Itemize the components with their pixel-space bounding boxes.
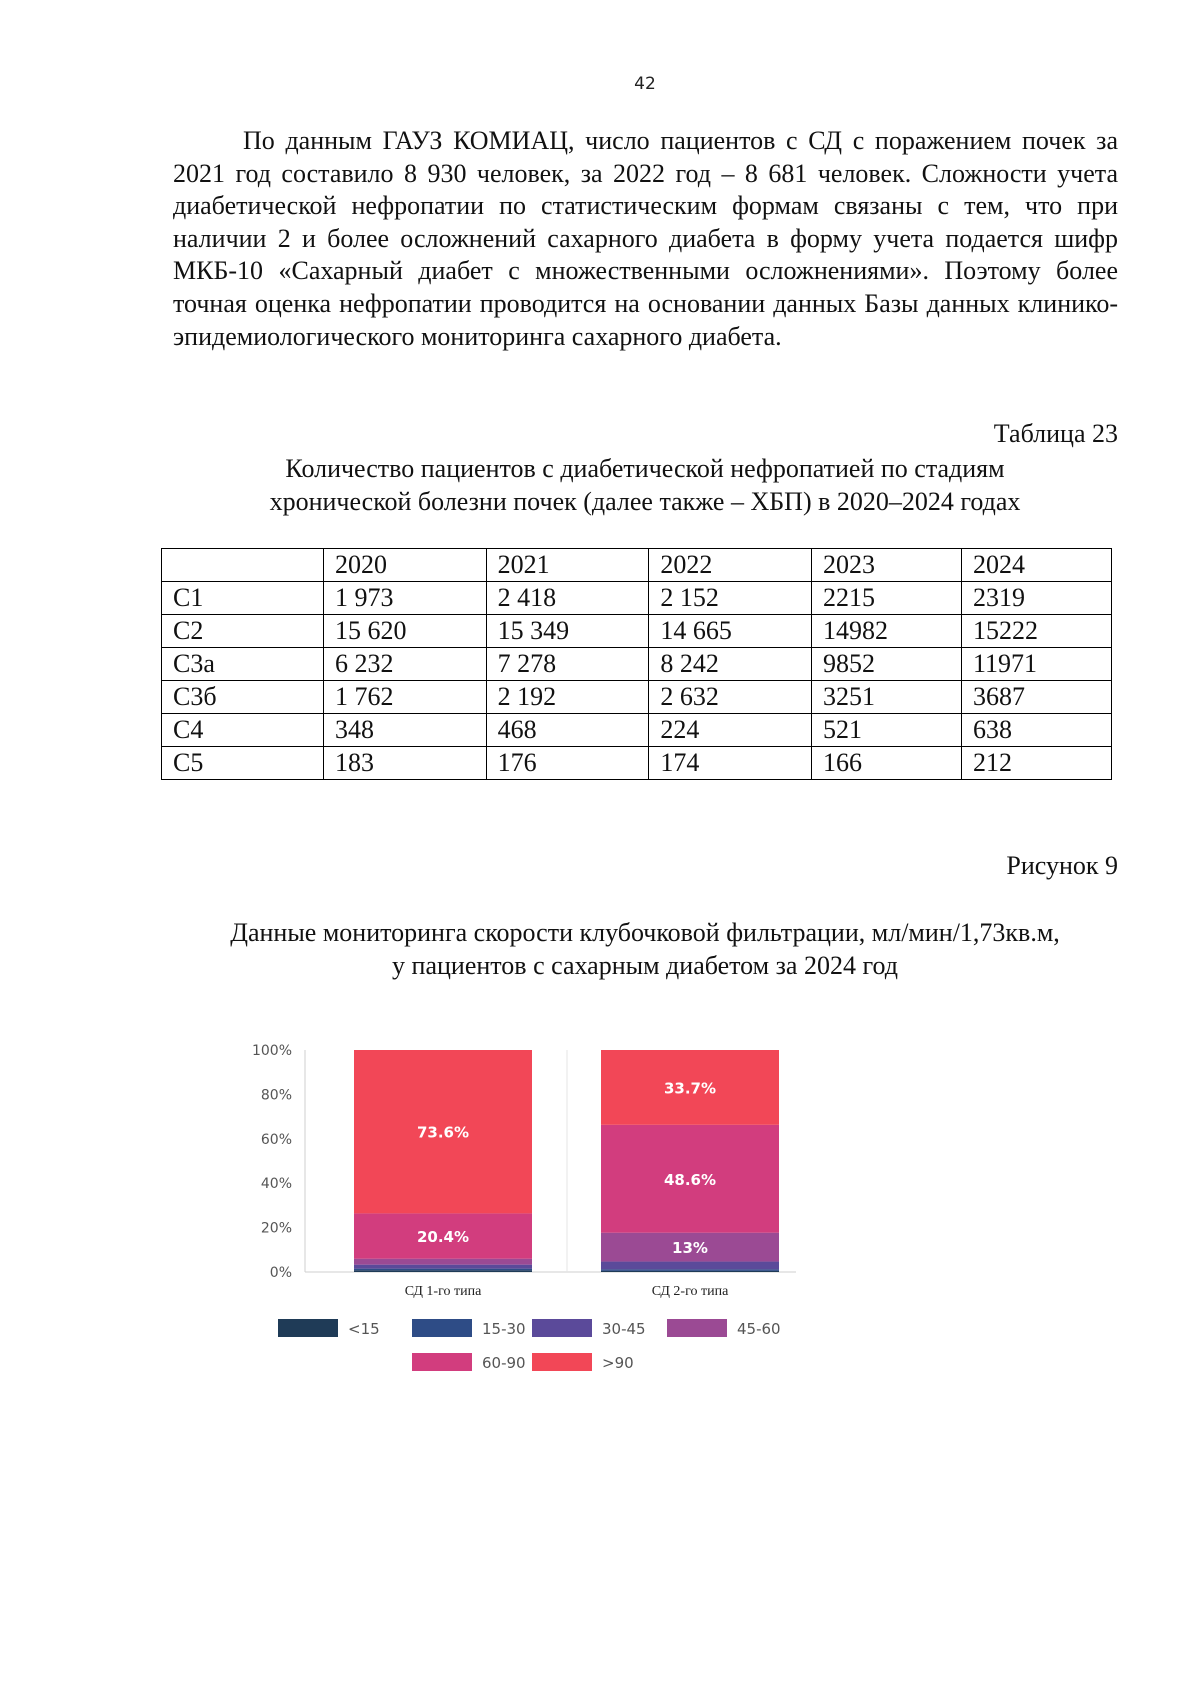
bar-segment	[354, 1269, 532, 1271]
table-cell: 348	[324, 714, 487, 747]
table-cell: 14 665	[649, 615, 812, 648]
table-row	[162, 648, 1112, 681]
table-row	[162, 747, 1112, 780]
table-cell: 2319	[961, 582, 1111, 615]
legend-label: 30-45	[602, 1320, 646, 1338]
table-cell: 11971	[961, 648, 1111, 681]
table-cell: 14982	[811, 615, 961, 648]
table-title-line-1: Количество пациентов с диабетической нефропатией по стадиям	[285, 454, 1005, 483]
bar-segment	[354, 1259, 532, 1265]
y-tick-label: 0%	[269, 1265, 292, 1281]
legend-swatch	[412, 1319, 472, 1337]
table-row	[162, 615, 1112, 648]
legend-swatch	[532, 1319, 592, 1337]
table-caption: Таблица 23	[993, 419, 1118, 448]
table-cell: 174	[649, 747, 812, 780]
bar-segment	[601, 1262, 779, 1270]
table-cell: 176	[486, 747, 649, 780]
legend-swatch	[278, 1319, 338, 1337]
table-cell: 2 152	[649, 582, 812, 615]
table-cell: 224	[649, 714, 812, 747]
table-row-label: С2	[162, 615, 324, 648]
legend-swatch	[412, 1353, 472, 1371]
table-title	[160, 452, 1130, 518]
legend-swatch	[667, 1319, 727, 1337]
table-header-cell	[162, 549, 324, 582]
table-cell: 1 973	[324, 582, 487, 615]
table-cell: 7 278	[486, 648, 649, 681]
table-row-label: С3а	[162, 648, 324, 681]
table-row-label: С5	[162, 747, 324, 780]
bar-segment	[354, 1265, 532, 1269]
table-cell: 2 418	[486, 582, 649, 615]
table-cell: 9852	[811, 648, 961, 681]
y-tick-label: 80%	[260, 1087, 292, 1104]
page-number: 42	[634, 74, 656, 94]
figure-title-line-2: у пациентов с сахарным диабетом за 2024 год	[392, 951, 898, 980]
bar-data-label: 13%	[672, 1239, 708, 1258]
table-cell: 183	[324, 747, 487, 780]
x-category-label: СД 1-го типа	[404, 1284, 482, 1299]
figure-caption: Рисунок 9	[1006, 851, 1118, 880]
legend-swatch	[532, 1353, 592, 1371]
table-row-label: С4	[162, 714, 324, 747]
figure-title	[160, 916, 1130, 982]
bar-data-label: 33.7%	[663, 1079, 717, 1098]
legend-label: 15-30	[482, 1320, 526, 1338]
table-cell: 6 232	[324, 648, 487, 681]
table-cell: 15222	[961, 615, 1111, 648]
table-header-cell: 2022	[649, 549, 812, 582]
legend-label: >90	[602, 1354, 634, 1372]
y-tick-label: 60%	[260, 1131, 292, 1148]
bar-data-label: 73.6%	[416, 1123, 470, 1142]
table-cell: 468	[486, 714, 649, 747]
x-category-label: СД 2-го типа	[651, 1284, 729, 1299]
table-row-label: С1	[162, 582, 324, 615]
gfr-stacked-bar-chart	[240, 1040, 820, 1410]
table-cell: 3687	[961, 681, 1111, 714]
bar-segment	[601, 1269, 779, 1271]
table-cell: 15 620	[324, 615, 487, 648]
table-cell: 2215	[811, 582, 961, 615]
table-cell: 521	[811, 714, 961, 747]
legend-label: 45-60	[737, 1320, 781, 1338]
bar-data-label: 20.4%	[416, 1228, 470, 1247]
bar-segment	[601, 1271, 779, 1272]
figure-title-line-1: Данные мониторинга скорости клубочковой фильтрации, мл/мин/1,73кв.м,	[230, 918, 1060, 947]
ckd-stages-table	[161, 548, 1112, 780]
body-paragraph: По данным ГАУЗ КОМИАЦ, число пациентов с СД с поражением почек за 2021 год составило 8 930 человек, за 2022 год – 8 681 человек. Сложности учета диабетической нефропатии по статистическим формам связаны с тем, что при наличии 2 и более осложнений сахарного диабета в форму учета подается шифр МКБ-10 «Сахарный диабет с множественными осложнениями». Поэтому более точная оценка нефропатии проводится на основании данных Базы данных клинико-эпидемиологического мониторинга сахарного диабета.	[173, 126, 1118, 351]
table-header-row	[162, 549, 1112, 582]
bar-segment	[354, 1270, 532, 1272]
table-cell: 638	[961, 714, 1111, 747]
table-row	[162, 681, 1112, 714]
table-row-label: С3б	[162, 681, 324, 714]
table-title-line-2: хронической болезни почек (далее также – ХБП) в 2020–2024 годах	[269, 487, 1021, 516]
table-cell: 3251	[811, 681, 961, 714]
table-cell: 1 762	[324, 681, 487, 714]
table-cell: 8 242	[649, 648, 812, 681]
table-header-cell: 2023	[811, 549, 961, 582]
table-cell: 2 632	[649, 681, 812, 714]
table-cell: 212	[961, 747, 1111, 780]
table-cell: 2 192	[486, 681, 649, 714]
y-tick-label: 100%	[251, 1043, 292, 1059]
bar-data-label: 48.6%	[663, 1170, 717, 1189]
legend-label: <15	[348, 1320, 380, 1338]
table-cell: 15 349	[486, 615, 649, 648]
table-header-cell: 2024	[961, 549, 1111, 582]
table-header-cell: 2021	[486, 549, 649, 582]
table-row	[162, 714, 1112, 747]
legend-label: 60-90	[482, 1354, 526, 1372]
table-row	[162, 582, 1112, 615]
y-tick-label: 40%	[260, 1176, 292, 1193]
table-header-cell: 2020	[324, 549, 487, 582]
table-cell: 166	[811, 747, 961, 780]
y-tick-label: 20%	[260, 1220, 292, 1237]
